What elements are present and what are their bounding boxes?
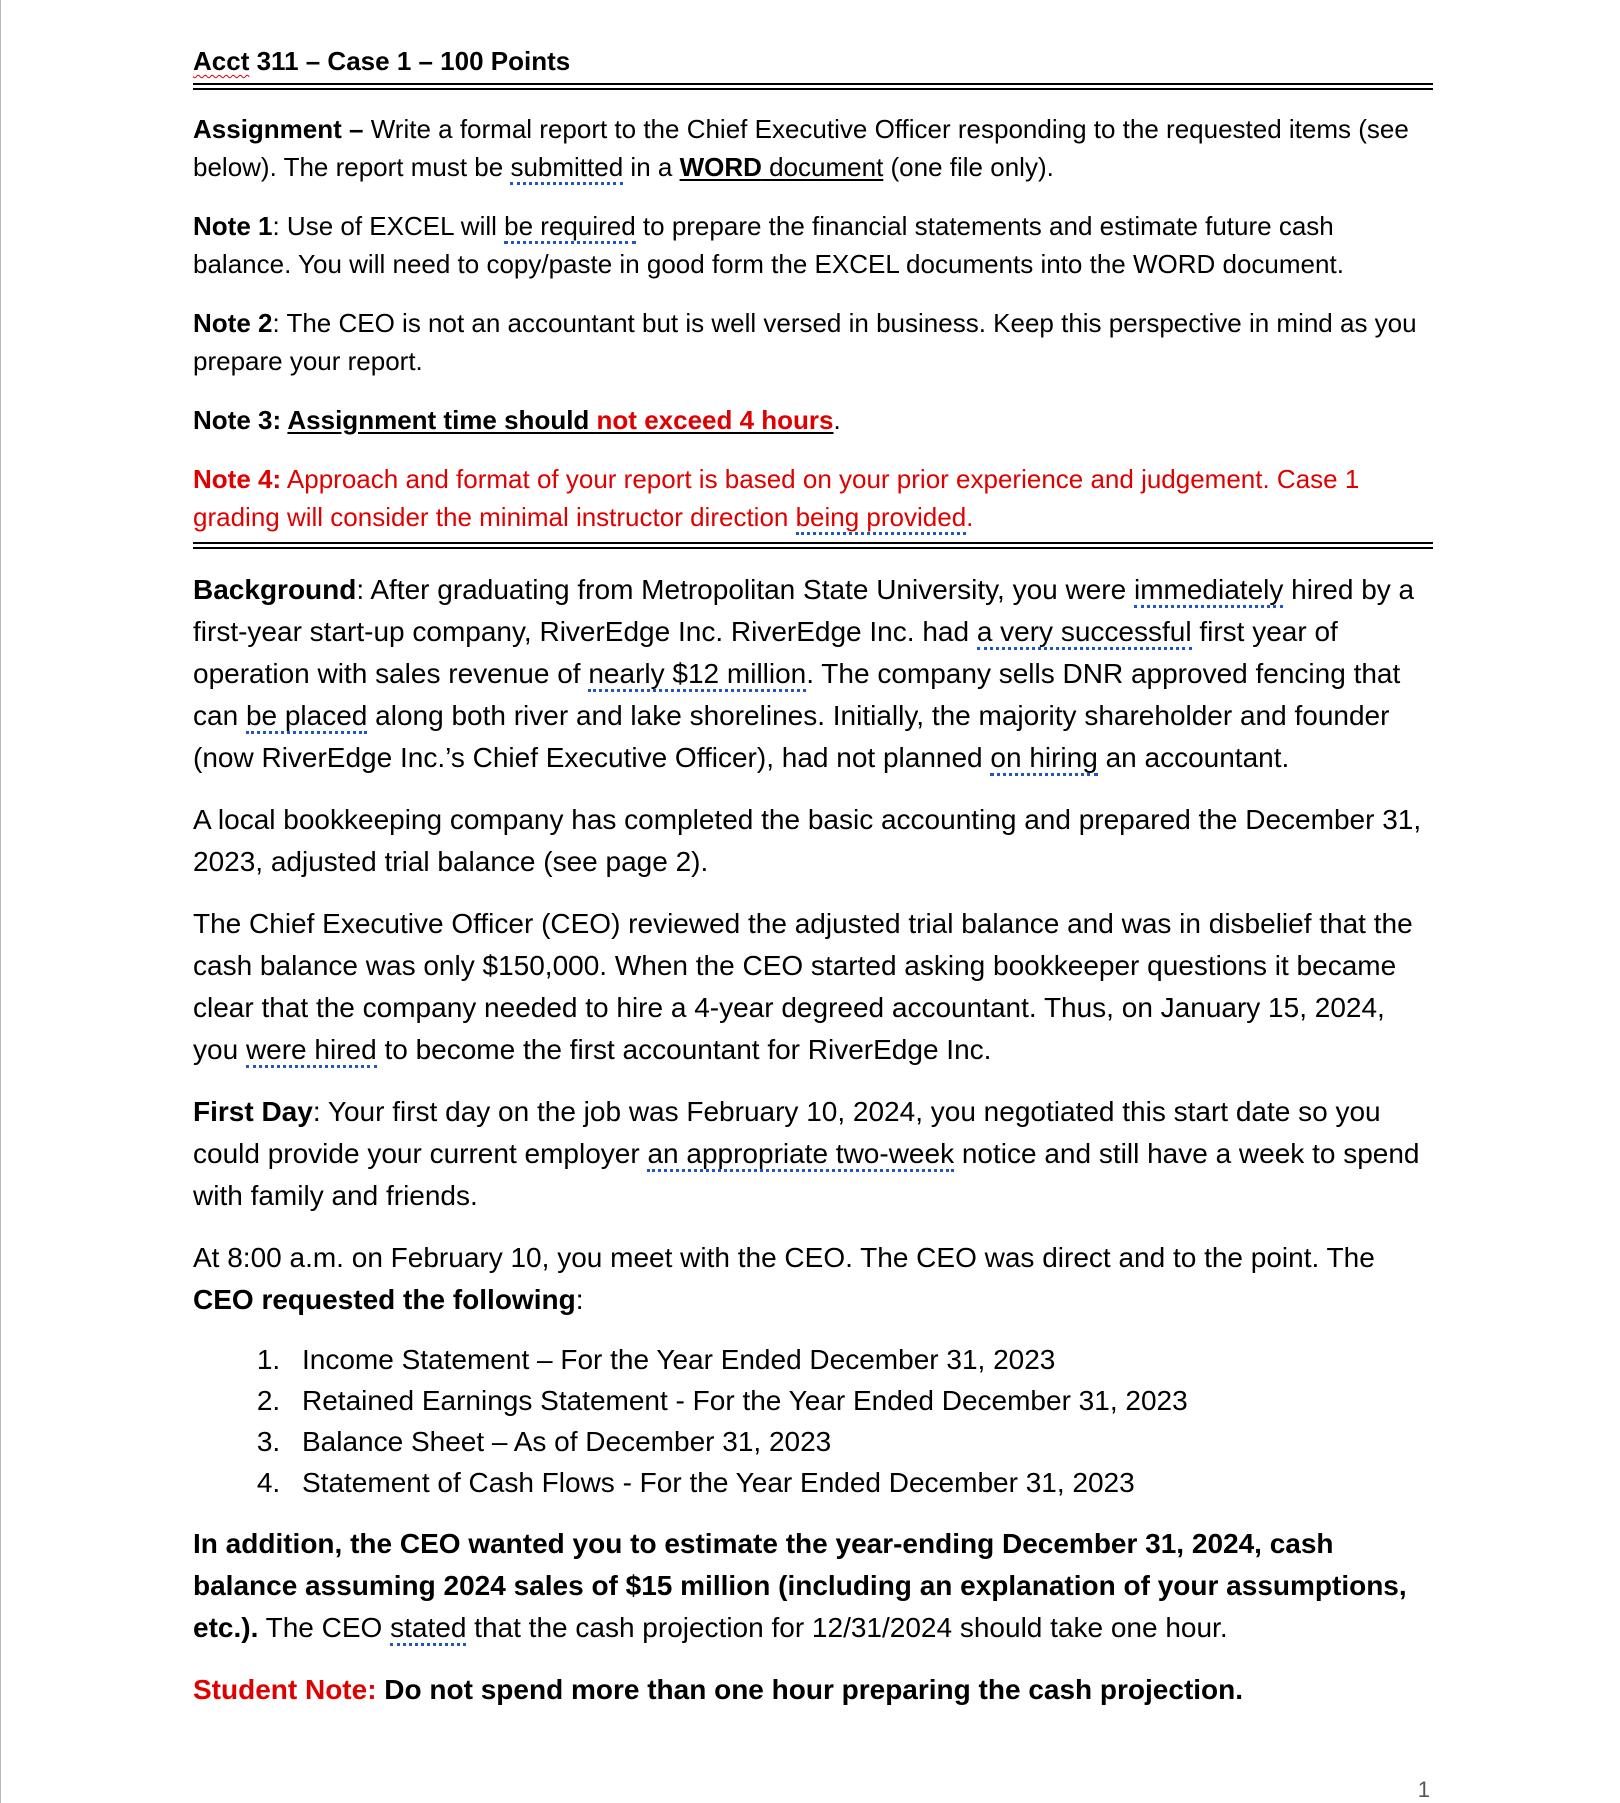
list-item: 4. Statement of Cash Flows - For the Year Ended December 31, 2023 [288, 1462, 1433, 1503]
page-edge [0, 0, 1, 1803]
ceo-paragraph: The Chief Executive Officer (CEO) reviewed the adjusted trial balance and was in disbelief that the cash balance was only $150,000. When the CEO started asking bookkeeper questions it became clear that the company needed to hire a 4-year degreed accountant. Thus, on January 15, 2024, you were hired to become the first accountant for RiverEdge Inc. [193, 903, 1433, 1071]
spelling-flag: Acct [193, 46, 250, 76]
addition-paragraph: In addition, the CEO wanted you to estimate the year-ending December 31, 2024, cash balance assuming 2024 sales of $15 million (including an explanation of your assumptions, etc.). The CEO stated that the cash projection for 12/31/2024 should take one hour. [193, 1523, 1433, 1649]
meeting-paragraph: At 8:00 a.m. on February 10, you meet with the CEO. The CEO was direct and to the point. The CEO requested the following: [193, 1242, 1375, 1315]
requested-items-list [193, 1339, 1433, 1503]
grammar-flag: be required [504, 211, 636, 244]
student-note: Student Note: Do not spend more than one hour preparing the cash projection. [193, 1674, 1244, 1705]
note-4: Note 4: Approach and format of your report is based on your prior experience and judgement. Case 1 grading will consider the minimal instructor direction being provided. [193, 460, 1433, 536]
list-item: 3. Balance Sheet – As of December 31, 2023 [288, 1421, 1433, 1462]
note-1: Note 1: Use of EXCEL will be required to prepare the financial statements and estimate future cash balance. You will need to copy/paste in good form the EXCEL documents into the WORD document. [193, 211, 1344, 279]
instructions-section [193, 110, 1433, 536]
background-paragraph: Background: After graduating from Metropolitan State University, you were immediately hired by a first-year start-up company, RiverEdge Inc. RiverEdge Inc. had a very successful first year of operation with sales revenue of nearly $12 million. The company sells DNR approved fencing that can be placed along both river and lake shorelines. Initially, the majority shareholder and founder (now RiverEdge Inc.’s Chief Executive Officer), had not planned on hiring an accountant. [193, 569, 1433, 779]
first-day-paragraph: First Day: Your first day on the job was February 10, 2024, you negotiated this start date so you could provide your current employer an appropriate two-week notice and still have a week to spend with family and friends. [193, 1096, 1420, 1211]
page-number: 1 [1417, 1777, 1430, 1802]
section-divider [193, 542, 1433, 549]
title-divider [193, 83, 1433, 90]
case-body [193, 569, 1433, 1711]
assignment-paragraph: Assignment – Write a formal report to the Chief Executive Officer responding to the requested items (see below). The report must be submitted in a WORD document (one file only). [193, 110, 1433, 186]
case-title: Acct 311 – Case 1 – 100 Points [193, 46, 571, 76]
note-2: Note 2: The CEO is not an accountant but is well versed in business. Keep this perspective in mind as you prepare your report. [193, 308, 1417, 376]
grammar-flag: submitted [510, 152, 623, 185]
note-3: Note 3: Assignment time should not exceed 4 hours. [193, 405, 841, 435]
list-item: 1. Income Statement – For the Year Ended December 31, 2023 [288, 1339, 1433, 1380]
grammar-flag: being provided [796, 502, 967, 535]
bookkeeping-paragraph: A local bookkeeping company has completed the basic accounting and prepared the December 31, 2023, adjusted trial balance (see page 2). [193, 804, 1422, 877]
list-item: 2. Retained Earnings Statement - For the Year Ended December 31, 2023 [288, 1380, 1433, 1421]
document-page [193, 46, 1433, 1711]
